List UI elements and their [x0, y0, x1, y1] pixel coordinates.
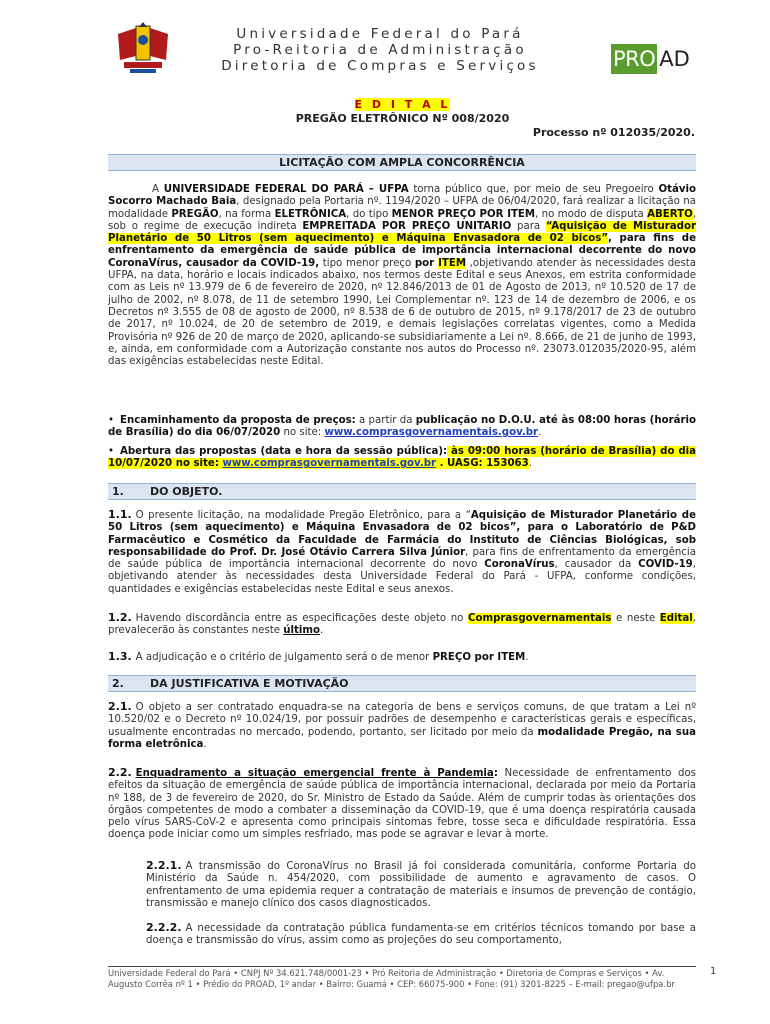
intro-pregao: PREGÃO [171, 208, 219, 220]
s12-g: . [320, 625, 324, 637]
licitacao-bar: LICITAÇÃO COM AMPLA CONCORRÊNCIA [108, 154, 696, 171]
s22-b: : [493, 768, 498, 779]
intro-t01: A [152, 184, 164, 195]
bullet1-e: . [538, 427, 542, 439]
intro-empreitada: EMPREITADA POR PREÇO UNITARIO [302, 220, 512, 232]
processo-number: Processo nº 012035/2020. [532, 126, 695, 139]
footer-text: Universidade Federal do Pará • CNPJ Nº 34.621.748/0001-23 • Pró Reitoria de Administração • Diretoria de Compras e Serviços • Av. Augusto Corrêa nº 1 • Prédio do PROAD, 1º andar • Bairro: Guamá • CEP: 66075-900 • Fone: (91) 3201-8225 – E-mail: pregao@ufpa.br [108, 968, 675, 989]
intro-t09: , do tipo [346, 208, 392, 220]
s221-a: A transmissão do CoronaVírus no Brasil já foi considerada comunitária, conforme Portaria do Ministério da Saúde n. 454/2020, com possibilidade de aumento e agravamento de casos. O enfrentamento de uma epidemia requer a contratação de materiais e insumos de prevenção de contágio, transmissão e manejo clínico dos casos diagnosticados. [146, 861, 696, 909]
s21-c: . [203, 738, 207, 750]
intro-aberto: ABERTO [647, 208, 693, 220]
s12-b: Comprasgovernamentais [468, 613, 612, 624]
bullet2-uasg: . UASG: 153063 [436, 458, 529, 470]
intro-eletronica: ELETRÔNICA [274, 208, 347, 220]
intro-t05: , designado pela Portaria nº. 1194/2020 – UFPA de 06/04/2020, fará realizar a licitação na modalidade [108, 196, 696, 220]
section-1-num: 1. [112, 485, 124, 498]
footer-divider [108, 966, 696, 967]
header-line-diretoria: Diretoria de Compras e Serviços [221, 58, 539, 74]
page-number: 1 [710, 966, 717, 977]
s11-e: , causador da [554, 559, 639, 571]
comprasgovernamentais-link-2[interactable]: www.comprasgovernamentais.gov.br [222, 458, 437, 470]
intro-paragraph [108, 184, 696, 368]
s11-b: Aquisição de Misturador Planetário de 50 Litros (sem aquecimento) e Máquina Envasadora de 02 bicos”, para o Laboratório de P&D Farmacêutico e Cosmético da Faculdade de Farmácia do Instituto de Ciências Biológicas, sob responsabilidade do Prof. Dr. José Otávio Carrera Silva Júnior [108, 510, 697, 558]
s11-a: O presente licitação, na modalidade Pregão Eletrônico, para a “ [135, 510, 471, 521]
section-2-num: 2. [112, 677, 124, 690]
s12-f: último [283, 625, 320, 637]
proad-logo-pro: PRO [611, 44, 657, 74]
bullet2-a: Abertura das propostas (data e hora da sessão pública): [120, 446, 448, 457]
paragraph-2-2-1 [146, 860, 696, 910]
s12-d: Edital [659, 613, 693, 624]
paragraph-2-2-2 [146, 922, 696, 948]
s222-a: A necessidade da contratação pública fundamenta-se em critérios técnicos tomando por base a doença e transmissão do vírus, assim como as projeções do seu comportamento, [146, 923, 696, 947]
paragraph-1-2 [108, 612, 696, 638]
edital-title-text: E D I T A L [354, 98, 451, 111]
header-institution-text [200, 26, 560, 74]
bullet1-a: Encaminhamento da proposta de preços: [120, 415, 356, 426]
pregao-title: PREGÃO ELETRÔNICO Nº 008/2020 [295, 112, 510, 125]
s11-f: COVID-19 [638, 559, 693, 571]
intro-item: ITEM [438, 257, 466, 269]
intro-objeto: “Aquisição de Misturador Planetário de 50 Litros (sem aquecimento) e Máquina Envasadora de 02 bicos” [108, 220, 696, 245]
clause-1-2-num: 1.2. [108, 611, 132, 624]
bullet1-b: a partir da [355, 415, 416, 426]
s21-a: O objeto a ser contratado enquadra-se na categoria de bens e serviços comuns, de que tratam a Lei nº 10.520/02 e o Decreto nº 10.024/19, por possuir padrões de desempenho e características gerais e específicas, usualmente encontradas no mercado, podendo, portanto, ser licitado por meio da [108, 702, 696, 738]
clause-2-2-1-num: 2.2.1. [146, 859, 182, 872]
ufpa-crest-logo [112, 18, 174, 80]
paragraph-1-1 [108, 509, 696, 596]
clause-1-1-num: 1.1. [108, 508, 132, 521]
s21-b: modalidade Pregão, na sua forma eletrônica [108, 726, 696, 750]
clause-2-1-num: 2.1. [108, 700, 132, 713]
bullet2-b: às 09:00 horas (horário de Brasília) do dia 10/07/2020 no site: [108, 446, 696, 470]
section-2-label: DA JUSTIFICATIVA E MOTIVAÇÃO [150, 677, 349, 690]
s12-a: Havendo discordância entre as especificações deste objeto no [135, 613, 468, 624]
s22-a: Enquadramento a situação emergencial frente à Pandemia [135, 768, 494, 779]
section-1-bar [108, 483, 696, 500]
intro-menor-preco: MENOR PREÇO POR ITEM [391, 208, 536, 220]
paragraph-1-3 [108, 651, 696, 664]
edital-title [110, 98, 695, 111]
s11-c: , para fins de enfrentamento da emergência de saúde pública de importância internacional decorrente do novo [108, 546, 696, 571]
intro-fins: , para fins de enfrentamento da emergência de saúde pública de importância internacional decorrente do novo CoronaVírus, causador da COVID-19, [108, 233, 696, 269]
s13-b: PREÇO por ITEM [432, 652, 526, 663]
intro-t11: , no modo de disputa [535, 208, 648, 220]
bullet1-c: publicação no D.O.U. até às 08:00 horas (horário de Brasília) do dia 06/07/2020 [108, 415, 696, 439]
intro-t13: , sob o regime de execução indireta [108, 208, 696, 232]
s13-c: . [525, 652, 529, 663]
intro-t07: , na forma [218, 208, 275, 220]
intro-t15: para [511, 220, 546, 232]
intro-t18: tipo menor preço [319, 257, 415, 269]
section-1-label: DO OBJETO. [150, 485, 223, 498]
s11-d: CoronaVírus [484, 559, 555, 571]
header-line-university: Universidade Federal do Pará [236, 26, 524, 42]
intro-t21: ,objetivando atender às necessidades desta UFPA, na data, horário e locais indicados abaixo, nos termos deste Edital e seus Anexos, em estrita conformidade com as Leis nº 13.979 de 6 de fevereiro de 2020, nº 12.846/2013 de 01 de Agosto de 2013, nº 10.520 de 17 de julho de 2002, nº 8.078, de 11 de setembro 1990, Lei Complementar nº. 123 de 14 de dezembro de 2006, e os Decretos nº 3.555 de 08 de agosto de 2000, nº 8.538 de 6 de outubro de 2015, nº 9.178/2017 de 23 de outubro de 2017, nº 10.024, de 20 de setembro de 2019, e demais legislações correlatas vigentes, como a Medida Provisória nº 926 de 20 de março de 2020, aplicando-se subsidiariamente a Lei nº. 8.666, de 21 de junho de 1993, e, ainda, em conformidade com a Autorização constante nos autos do Processo nº. 23073.012035/2020-95, além das exigências estabelecidas neste Edital. [108, 257, 696, 368]
intro-t03: torna público que, por meio de seu Pregoeiro [408, 184, 659, 195]
s11-g: , objetivando atender às necessidades desta Universidade Federal do Pará - UFPA, conforme condições, quantidades e exigências estabelecidas neste Edital e seus anexos. [108, 559, 696, 595]
section-2-bar [108, 675, 696, 692]
s12-e: , prevalecerão às constantes neste [108, 613, 696, 637]
clause-2-2-num: 2.2. [108, 766, 132, 779]
intro-ufpa: UNIVERSIDADE FEDERAL DO PARÁ – UFPA [163, 184, 409, 195]
bullet2-d: . [528, 458, 532, 470]
header-line-proreitoria: Pro-Reitoria de Administração [233, 42, 527, 58]
s12-c: e neste [611, 613, 660, 624]
bullet-proposta [108, 415, 696, 440]
intro-por: por [414, 257, 439, 269]
paragraph-2-1 [108, 701, 696, 751]
proad-logo [611, 44, 693, 74]
proad-logo-ad: AD [659, 47, 690, 71]
intro-pregoeiro: Otávio Socorro Machado Baia [108, 184, 697, 208]
bullet1-d: no site: [280, 427, 325, 439]
clause-2-2-2-num: 2.2.2. [146, 921, 182, 934]
paragraph-2-2 [108, 767, 696, 842]
comprasgovernamentais-link-1[interactable]: www.comprasgovernamentais.gov.br [324, 427, 539, 439]
bullet-abertura [108, 446, 696, 471]
page-header [0, 0, 770, 90]
s13-a: A adjudicação e o critério de julgamento será o de menor [135, 652, 433, 663]
s22-c: Necessidade de enfrentamento dos efeitos da situação de emergência de saúde pública de importância internacional, declarada por meio da Portaria nº 188, de 3 de fevereiro de 2020, do Sr. Ministro de Estado da Saúde. Além de cumprir todas às orientações dos órgãos competentes de modo a combater a disseminação da COVID-19, que é uma doença respiratória causada pelo vírus SARS-CoV-2 e apresenta como principais sintomas febre, tosse seca e dificuldade respiratória. Essa doença pode iniciar como um simples resfriado, mas pode se agravar e levar à morte. [108, 768, 696, 841]
clause-1-3-num: 1.3. [108, 650, 132, 663]
